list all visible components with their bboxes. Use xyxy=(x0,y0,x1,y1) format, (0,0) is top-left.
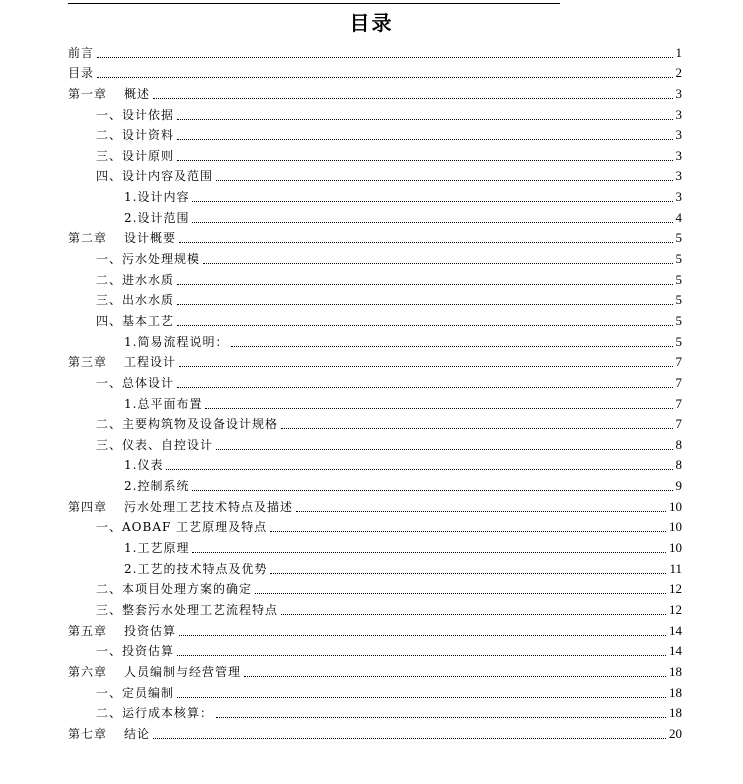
toc-entry[interactable] xyxy=(68,579,682,600)
toc-entry-title: 前言 xyxy=(68,45,95,60)
toc-page-number: 10 xyxy=(669,519,682,535)
toc-entry-title: 概述 xyxy=(124,86,151,101)
toc-entry[interactable] xyxy=(68,125,682,146)
toc-chapter-number: 第一章 xyxy=(68,86,108,101)
toc-dot-leader xyxy=(216,717,666,718)
toc-page-number: 10 xyxy=(669,498,682,514)
toc-entry-title: 设计概要 xyxy=(124,231,177,246)
toc-entry[interactable] xyxy=(68,290,682,311)
toc-page-number: 12 xyxy=(669,581,682,597)
toc-dot-leader xyxy=(192,201,672,202)
toc-dot-leader xyxy=(255,593,666,594)
toc-page-number: 5 xyxy=(675,271,682,287)
toc-page-number: 3 xyxy=(675,85,682,101)
toc-page-number: 9 xyxy=(675,478,682,494)
toc-page-number: 18 xyxy=(669,684,682,700)
toc-dot-leader xyxy=(177,304,672,305)
toc-page-number: 1 xyxy=(675,44,682,60)
toc-chapter-number: 第四章 xyxy=(68,499,108,514)
toc-page-number: 3 xyxy=(675,168,682,184)
toc-chapter-number: 第七章 xyxy=(68,726,108,741)
header-rule xyxy=(68,3,560,4)
toc-dot-leader xyxy=(205,408,672,409)
toc-entry[interactable] xyxy=(68,703,682,724)
toc-page-number: 7 xyxy=(675,374,682,390)
toc-dot-leader xyxy=(153,98,672,99)
toc-page-number: 8 xyxy=(675,436,682,452)
toc-entry-title: 一、设计依据 xyxy=(96,107,175,122)
toc-chapter-number: 第三章 xyxy=(68,355,108,370)
toc-entry-title: 二、设计资料 xyxy=(96,128,175,143)
toc-page-number: 5 xyxy=(675,333,682,349)
toc-entry[interactable] xyxy=(68,455,682,476)
toc-entry[interactable] xyxy=(68,166,682,187)
toc-dot-leader xyxy=(270,531,666,532)
toc-entry[interactable] xyxy=(68,331,682,352)
toc-page-number: 3 xyxy=(675,106,682,122)
toc-entry[interactable] xyxy=(68,352,682,373)
toc-entry[interactable] xyxy=(68,723,682,744)
toc-dot-leader xyxy=(97,57,672,58)
toc-page-number: 18 xyxy=(669,705,682,721)
toc-entry[interactable] xyxy=(68,661,682,682)
toc-page-number: 5 xyxy=(675,230,682,246)
toc-dot-leader xyxy=(192,552,666,553)
toc-dot-leader xyxy=(97,77,672,78)
toc-page-number: 18 xyxy=(669,663,682,679)
toc-entry-title: 三、出水水质 xyxy=(96,293,175,308)
toc-entry-title: 一、污水处理规模 xyxy=(96,252,201,267)
toc-entry-title: 1.工艺原理 xyxy=(124,541,190,556)
toc-dot-leader xyxy=(192,222,672,223)
toc-dot-leader xyxy=(270,573,666,574)
toc-page-number: 4 xyxy=(675,209,682,225)
toc-page-number: 7 xyxy=(675,354,682,370)
toc-page-number: 3 xyxy=(675,147,682,163)
toc-entry-title: 二、运行成本核算： xyxy=(96,706,214,721)
toc-entry[interactable] xyxy=(68,620,682,641)
toc-dot-leader xyxy=(179,635,666,636)
toc-dot-leader xyxy=(216,449,672,450)
toc-entry-title: 一、投资估算 xyxy=(96,644,175,659)
toc-entry-title: 目录 xyxy=(68,66,95,81)
toc-entry-title: 2.工艺的技术特点及优势 xyxy=(124,561,268,576)
toc-entry-title: 1.仪表 xyxy=(124,458,164,473)
toc-entry-title: 三、整套污水处理工艺流程特点 xyxy=(96,602,279,617)
toc-page-number: 5 xyxy=(675,312,682,328)
toc-entry[interactable] xyxy=(68,104,682,125)
toc-entry-title: 2.设计范围 xyxy=(124,210,190,225)
toc-dot-leader xyxy=(177,139,672,140)
page-title: 目录 xyxy=(349,11,394,35)
toc-entry[interactable] xyxy=(68,63,682,84)
toc-dot-leader xyxy=(216,180,672,181)
toc-entry-title: 结论 xyxy=(124,726,151,741)
toc-entry[interactable] xyxy=(68,434,682,455)
toc-entry-title: 一、AOBAF 工艺原理及特点 xyxy=(96,520,268,535)
toc-dot-leader xyxy=(231,346,672,347)
toc-dot-leader xyxy=(281,428,672,429)
table-of-contents xyxy=(68,42,682,744)
toc-entry-title: 2.控制系统 xyxy=(124,479,190,494)
toc-dot-leader xyxy=(177,697,666,698)
toc-entry[interactable] xyxy=(68,682,682,703)
toc-entry[interactable] xyxy=(68,496,682,517)
toc-entry-title: 人员编制与经营管理 xyxy=(124,664,242,679)
toc-page-number: 5 xyxy=(675,292,682,308)
toc-page-number: 2 xyxy=(675,65,682,81)
toc-entry-title: 投资估算 xyxy=(124,623,177,638)
toc-page-number: 8 xyxy=(675,457,682,473)
toc-page-number: 7 xyxy=(675,416,682,432)
toc-entry[interactable] xyxy=(68,42,682,63)
toc-dot-leader xyxy=(166,469,672,470)
toc-page-number: 3 xyxy=(675,189,682,205)
toc-entry-title: 二、主要构筑物及设备设计规格 xyxy=(96,417,279,432)
toc-entry[interactable] xyxy=(68,393,682,414)
toc-entry-title: 四、基本工艺 xyxy=(96,313,175,328)
toc-entry-title: 1.总平面布置 xyxy=(124,396,203,411)
toc-entry[interactable] xyxy=(68,145,682,166)
toc-dot-leader xyxy=(177,160,672,161)
toc-page-number: 5 xyxy=(675,251,682,267)
toc-entry-title: 1.设计内容 xyxy=(124,190,190,205)
toc-dot-leader xyxy=(203,263,672,264)
toc-dot-leader xyxy=(192,490,672,491)
toc-dot-leader xyxy=(177,284,672,285)
toc-entry[interactable] xyxy=(68,372,682,393)
toc-entry[interactable] xyxy=(68,228,682,249)
toc-dot-leader xyxy=(179,242,672,243)
toc-dot-leader xyxy=(177,325,672,326)
toc-page-number: 20 xyxy=(669,725,682,741)
toc-entry[interactable] xyxy=(68,558,682,579)
toc-entry[interactable] xyxy=(68,641,682,662)
toc-dot-leader xyxy=(179,366,672,367)
toc-entry-title: 1.简易流程说明： xyxy=(124,334,229,349)
toc-page-number: 11 xyxy=(669,560,682,576)
toc-page-number: 14 xyxy=(669,643,682,659)
toc-dot-leader xyxy=(177,119,672,120)
toc-entry-title: 二、进水水质 xyxy=(96,272,175,287)
toc-page-number: 14 xyxy=(669,622,682,638)
toc-dot-leader xyxy=(281,614,666,615)
toc-dot-leader xyxy=(177,387,672,388)
toc-page-number: 10 xyxy=(669,540,682,556)
toc-entry[interactable] xyxy=(68,207,682,228)
toc-entry-title: 四、设计内容及范围 xyxy=(96,169,214,184)
toc-page-number: 7 xyxy=(675,395,682,411)
toc-dot-leader xyxy=(296,511,666,512)
toc-entry[interactable] xyxy=(68,414,682,435)
toc-chapter-number: 第五章 xyxy=(68,623,108,638)
toc-dot-leader xyxy=(244,676,666,677)
toc-chapter-number: 第二章 xyxy=(68,231,108,246)
toc-entry-title: 三、设计原则 xyxy=(96,148,175,163)
toc-entry[interactable] xyxy=(68,310,682,331)
toc-entry-title: 一、定员编制 xyxy=(96,685,175,700)
toc-entry[interactable] xyxy=(68,475,682,496)
toc-entry[interactable] xyxy=(68,599,682,620)
toc-dot-leader xyxy=(153,738,666,739)
toc-entry[interactable] xyxy=(68,186,682,207)
toc-dot-leader xyxy=(177,655,666,656)
toc-entry[interactable] xyxy=(68,248,682,269)
toc-chapter-number: 第六章 xyxy=(68,664,108,679)
toc-entry-title: 一、总体设计 xyxy=(96,375,175,390)
toc-entry[interactable] xyxy=(68,537,682,558)
toc-entry[interactable] xyxy=(68,83,682,104)
toc-page-number: 3 xyxy=(675,127,682,143)
toc-entry-title: 二、本项目处理方案的确定 xyxy=(96,582,253,597)
toc-entry-title: 工程设计 xyxy=(124,355,177,370)
toc-entry-title: 三、仪表、自控设计 xyxy=(96,437,214,452)
toc-entry-title: 污水处理工艺技术特点及描述 xyxy=(124,499,294,514)
toc-page-number: 12 xyxy=(669,601,682,617)
toc-entry[interactable] xyxy=(68,517,682,538)
toc-entry[interactable] xyxy=(68,269,682,290)
